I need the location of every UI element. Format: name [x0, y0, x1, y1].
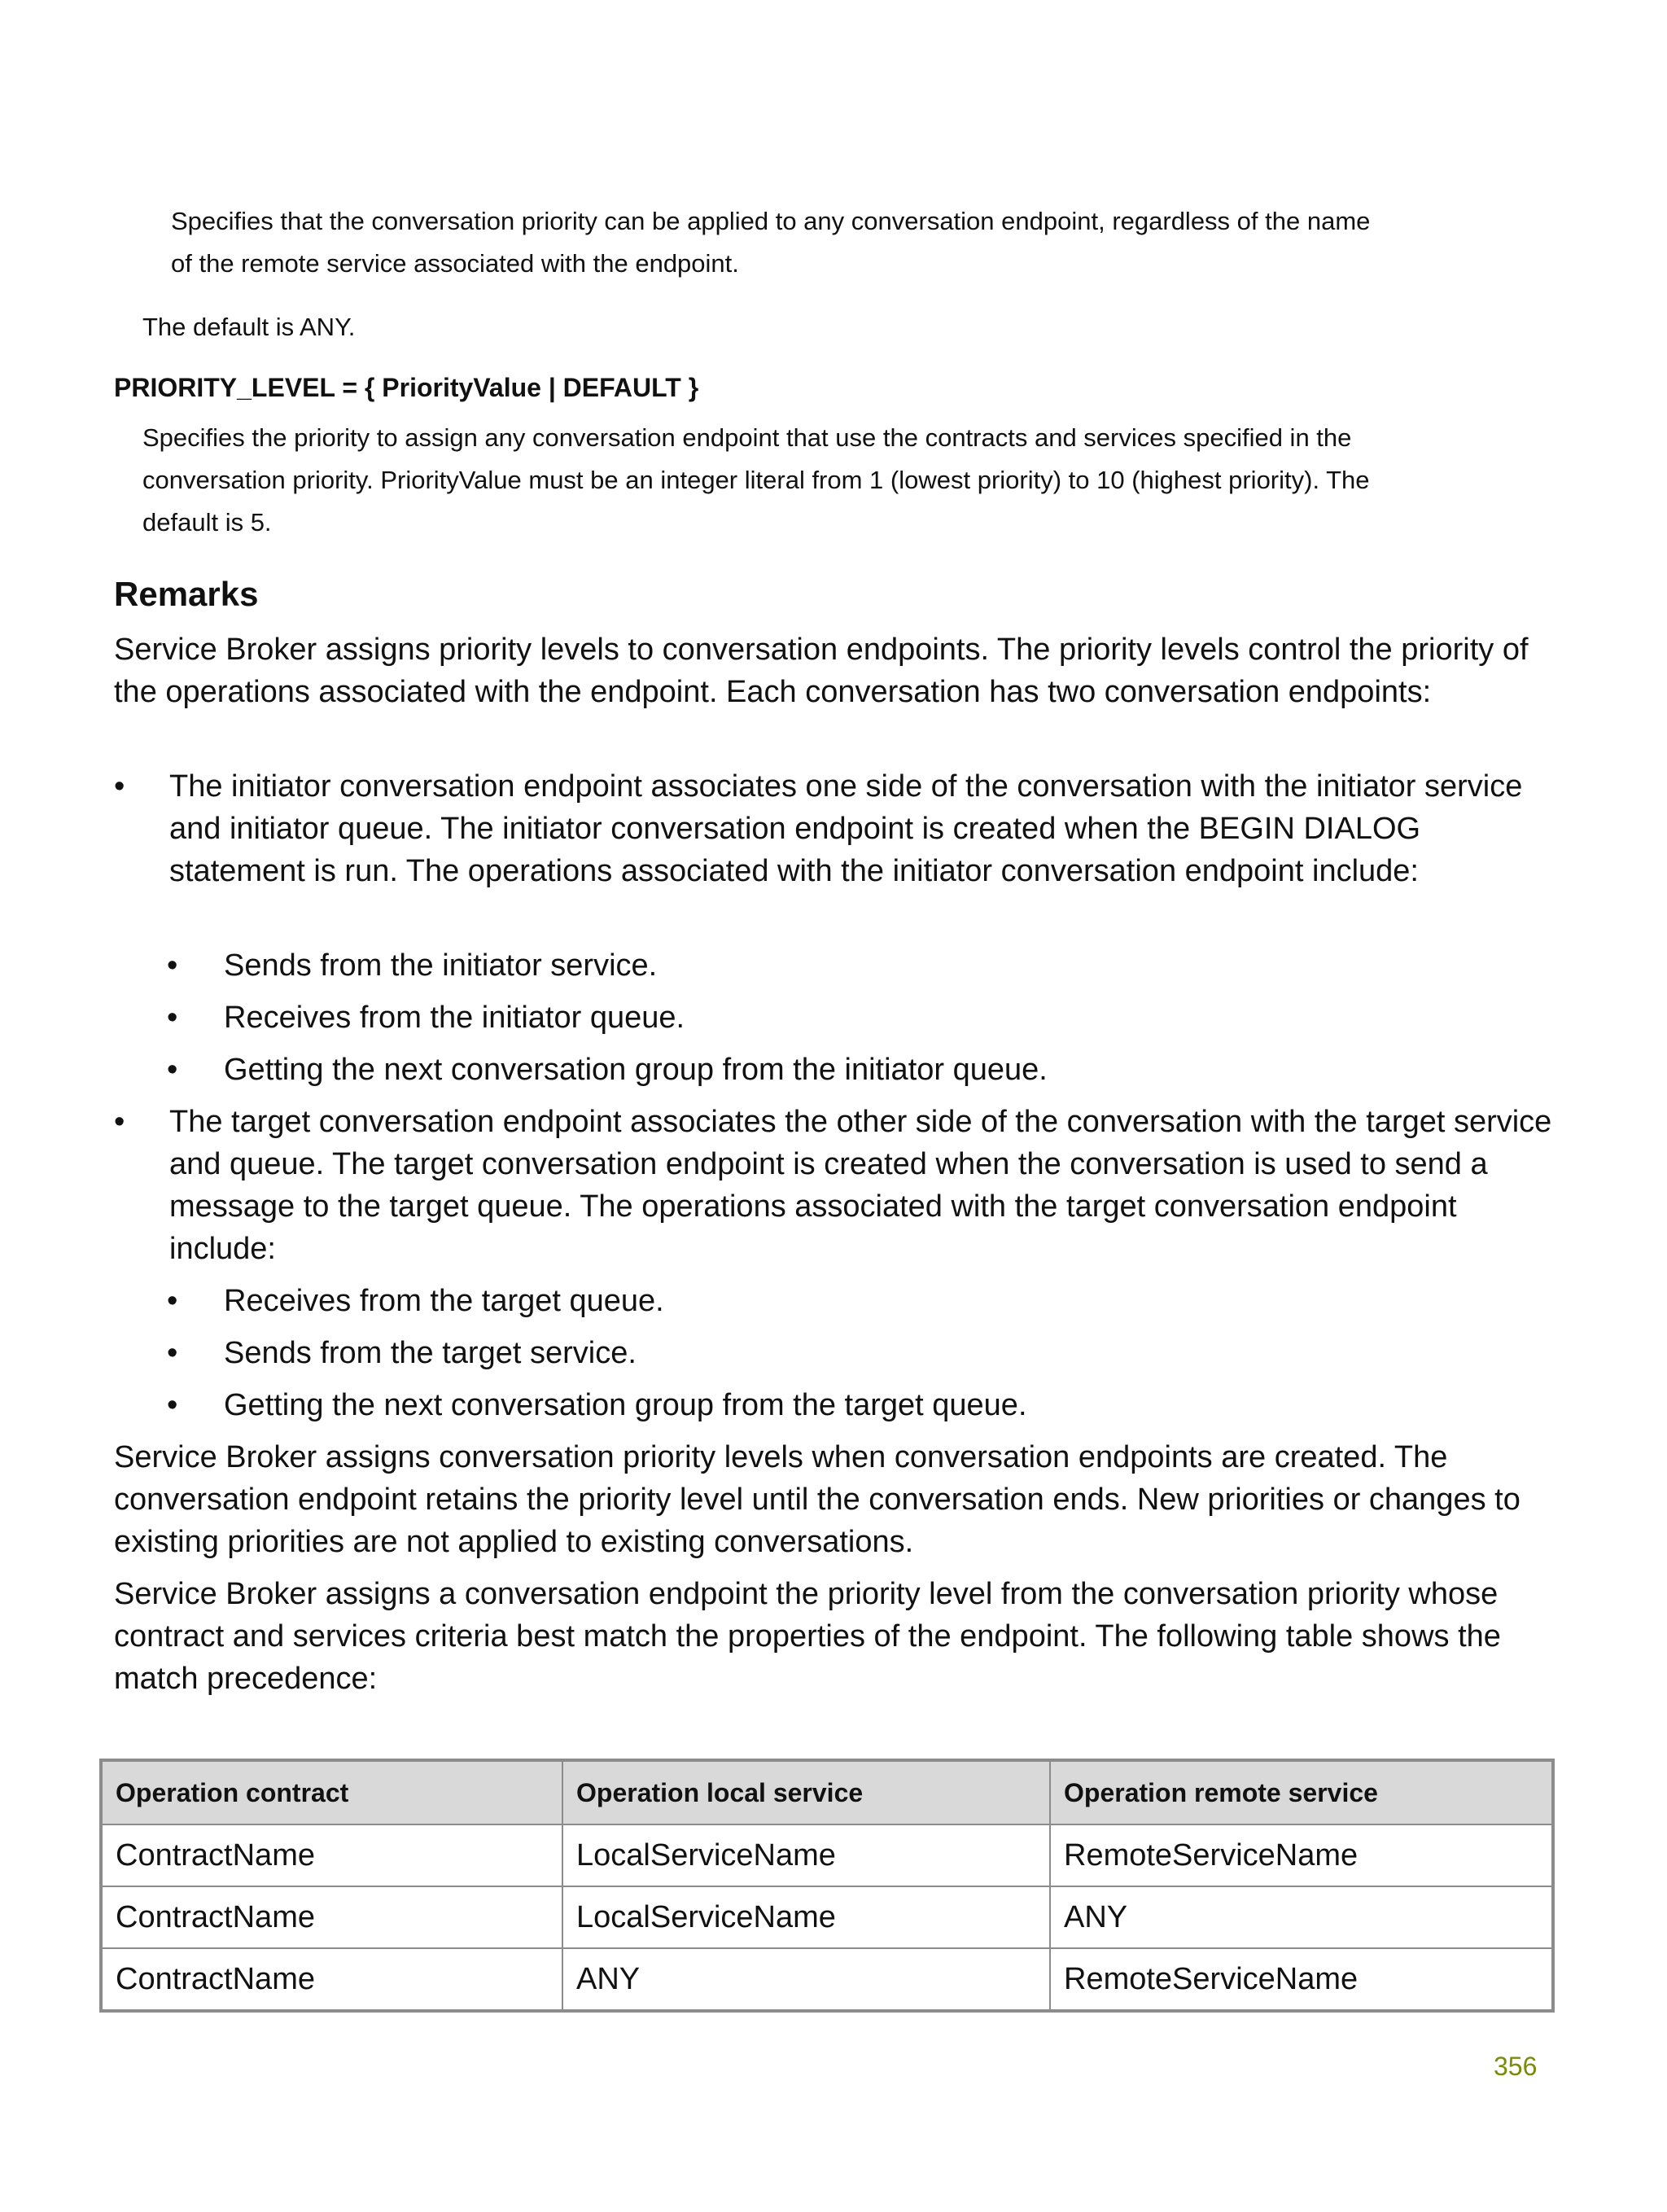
any-default-note: The default is ANY. [142, 313, 356, 341]
column-header: Operation contract [101, 1760, 562, 1824]
sub-list-item [167, 1384, 1551, 1426]
sub-list-item [167, 1049, 1551, 1091]
initiator-bullet [114, 765, 1555, 936]
table-cell: ContractName [101, 1886, 562, 1948]
table-row [101, 1948, 1553, 2011]
remarks-heading: Remarks [114, 575, 259, 613]
sub-list-item-text: Receives from the initiator queue. [224, 1001, 685, 1035]
table-cell: ContractName [101, 1948, 562, 2011]
sub-list-item-text: Getting the next conversation group from the target queue. [224, 1388, 1027, 1422]
initiator-bullet-text: The initiator conversation endpoint associates one side of the conversation with the initiator service and initiator queue. The initiator conversation endpoint is created when the BEGIN DIALOG statement is run. The operations associated with the initiator conversation endpoint include: [169, 769, 1523, 888]
sub-list-item-text: Sends from the target service. [224, 1336, 637, 1370]
match-precedence-table [99, 1759, 1555, 2013]
table-cell: ContractName [101, 1824, 562, 1886]
sub-list-item-text: Receives from the target queue. [224, 1284, 664, 1318]
any-description: Specifies that the conversation priority can be applied to any conversation endpoint, regardless of the name of the remote service associated with the endpoint. [171, 207, 1371, 278]
bullet-marker: • [167, 1284, 178, 1318]
table-cell: RemoteServiceName [1050, 1948, 1553, 2011]
column-header: Operation remote service [1050, 1760, 1553, 1824]
table-cell: LocalServiceName [562, 1824, 1050, 1886]
sub-list-item [167, 944, 1551, 987]
sub-list-item [167, 996, 1551, 1039]
bullet-marker: • [167, 1053, 178, 1087]
priority-level-description: Specifies the priority to assign any conversation endpoint that use the contracts and services specified in the conversation priority. PriorityValue must be an integer literal from 1 (lowest priority) to 10 (highest priority). The default is 5. [142, 423, 1370, 537]
column-header: Operation local service [562, 1760, 1050, 1824]
sub-list-item [167, 1332, 1551, 1374]
priority-level-heading: PRIORITY_LEVEL = { PriorityValue | DEFAULT } [114, 373, 699, 402]
table-cell: LocalServiceName [562, 1886, 1050, 1948]
sub-list-item-text: Sends from the initiator service. [224, 948, 658, 983]
bullet-marker: • [167, 1388, 178, 1422]
match-paragraph: Service Broker assigns a conversation endpoint the priority level from the conversation priority whose contract and services criteria best match the properties of the endpoint. The following table shows the match precedence: [114, 1577, 1501, 1696]
bullet-marker: • [167, 1001, 178, 1035]
sub-list-item [167, 1280, 1551, 1322]
target-bullet-text: The target conversation endpoint associates the other side of the conversation with the target service and queue. The target conversation endpoint is created when the conversation is used to send a message to the target queue. The operations associated with the target conversation endpoint include: [169, 1105, 1552, 1266]
table-row [101, 1824, 1553, 1886]
bullet-marker: • [114, 1105, 125, 1139]
assign-paragraph: Service Broker assigns conversation priority levels when conversation endpoints are created. The conversation endpoint retains the priority level until the conversation ends. New priorities or changes to existing priorities are not applied to existing conversations. [114, 1440, 1520, 1559]
sub-list-item-text: Getting the next conversation group from the initiator queue. [224, 1053, 1048, 1087]
remarks-intro: Service Broker assigns priority levels to conversation endpoints. The priority levels control the priority of the operations associated with the endpoint. Each conversation has two conversation endpoints: [114, 633, 1529, 709]
table-cell: RemoteServiceName [1050, 1824, 1553, 1886]
bullet-marker: • [114, 769, 125, 804]
table-header-row [101, 1760, 1553, 1824]
table-row [101, 1886, 1553, 1948]
bullet-marker: • [167, 948, 178, 983]
target-bullet [114, 1101, 1555, 1272]
table-cell: ANY [1050, 1886, 1553, 1948]
page-number: 356 [1494, 2052, 1538, 2081]
bullet-marker: • [167, 1336, 178, 1370]
table-cell: ANY [562, 1948, 1050, 2011]
